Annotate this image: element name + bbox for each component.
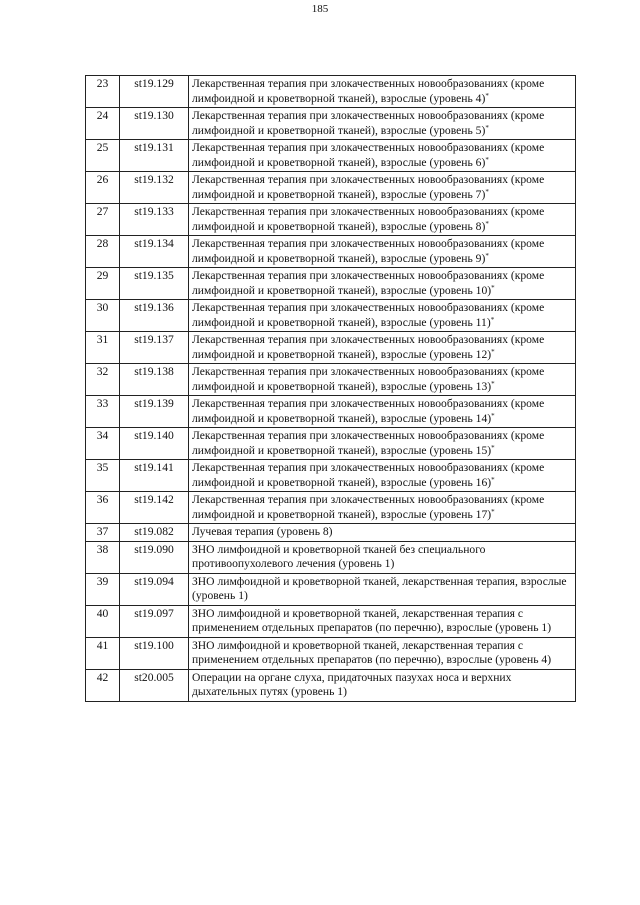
- ksg-description: Лекарственная терапия при злокачественных новообразованиях (кроме лимфоидной и кроветворной тканей), взрослые (уровень 15): [192, 429, 545, 457]
- footnote-asterisk: *: [491, 411, 495, 420]
- ksg-code: st19.130: [120, 108, 189, 140]
- ksg-description: ЗНО лимфоидной и кроветворной тканей, лекарственная терапия с применением отдельных препаратов (по перечню), взрослые (уровень 4): [192, 638, 552, 666]
- ksg-code: st19.137: [120, 332, 189, 364]
- ksg-description: ЗНО лимфоидной и кроветворной тканей без специального противоопухолевого лечения (уровень 1): [192, 542, 486, 570]
- row-number: 31: [86, 332, 120, 364]
- ksg-description-cell: [189, 108, 576, 140]
- row-number: 40: [86, 605, 120, 637]
- table-row: [86, 268, 576, 300]
- ksg-code: st19.094: [120, 573, 189, 605]
- row-number: 42: [86, 669, 120, 701]
- ksg-code: st19.142: [120, 492, 189, 524]
- table-row: [86, 669, 576, 701]
- table-row: [86, 460, 576, 492]
- ksg-description-cell: [189, 669, 576, 701]
- table-row: [86, 108, 576, 140]
- table-row: [86, 492, 576, 524]
- ksg-description-cell: [189, 637, 576, 669]
- ksg-description-cell: [189, 172, 576, 204]
- ksg-description-cell: [189, 541, 576, 573]
- row-number: 32: [86, 364, 120, 396]
- table-row: [86, 332, 576, 364]
- ksg-code: st19.082: [120, 524, 189, 542]
- ksg-description: Лекарственная терапия при злокачественных новообразованиях (кроме лимфоидной и кроветворной тканей), взрослые (уровень 17): [192, 493, 545, 521]
- row-number: 26: [86, 172, 120, 204]
- ksg-code: st19.134: [120, 236, 189, 268]
- ksg-description-cell: [189, 428, 576, 460]
- ksg-code: st19.136: [120, 300, 189, 332]
- table-row: [86, 140, 576, 172]
- table-body: [86, 76, 576, 702]
- table-row: [86, 573, 576, 605]
- row-number: 29: [86, 268, 120, 300]
- table-row: [86, 204, 576, 236]
- footnote-asterisk: *: [491, 283, 495, 292]
- ksg-description-cell: [189, 573, 576, 605]
- footnote-asterisk: *: [491, 507, 495, 516]
- table-row: [86, 300, 576, 332]
- row-number: 30: [86, 300, 120, 332]
- ksg-description: ЗНО лимфоидной и кроветворной тканей, лекарственная терапия с применением отдельных препаратов (по перечню), взрослые (уровень 1): [192, 606, 552, 634]
- ksg-description: Лекарственная терапия при злокачественных новообразованиях (кроме лимфоидной и кроветворной тканей), взрослые (уровень 4): [192, 77, 545, 105]
- row-number: 25: [86, 140, 120, 172]
- row-number: 28: [86, 236, 120, 268]
- row-number: 34: [86, 428, 120, 460]
- ksg-description: Лекарственная терапия при злокачественных новообразованиях (кроме лимфоидной и кроветворной тканей), взрослые (уровень 7): [192, 173, 545, 201]
- ksg-code: st19.135: [120, 268, 189, 300]
- footnote-asterisk: *: [491, 379, 495, 388]
- footnote-asterisk: *: [485, 123, 489, 132]
- table-row: [86, 76, 576, 108]
- ksg-description-cell: [189, 460, 576, 492]
- footnote-asterisk: *: [485, 219, 489, 228]
- ksg-code: st19.090: [120, 541, 189, 573]
- ksg-code: st19.139: [120, 396, 189, 428]
- ksg-description-cell: [189, 364, 576, 396]
- row-number: 37: [86, 524, 120, 542]
- row-number: 27: [86, 204, 120, 236]
- ksg-description: Лекарственная терапия при злокачественных новообразованиях (кроме лимфоидной и кроветворной тканей), взрослые (уровень 5): [192, 109, 545, 137]
- row-number: 38: [86, 541, 120, 573]
- ksg-description: Лучевая терапия (уровень 8): [192, 525, 333, 538]
- row-number: 23: [86, 76, 120, 108]
- ksg-description: Лекарственная терапия при злокачественных новообразованиях (кроме лимфоидной и кроветворной тканей), взрослые (уровень 8): [192, 205, 545, 233]
- ksg-description-cell: [189, 236, 576, 268]
- row-number: 41: [86, 637, 120, 669]
- row-number: 36: [86, 492, 120, 524]
- ksg-description: Лекарственная терапия при злокачественных новообразованиях (кроме лимфоидной и кроветворной тканей), взрослые (уровень 9): [192, 237, 545, 265]
- row-number: 33: [86, 396, 120, 428]
- ksg-description-cell: [189, 76, 576, 108]
- ksg-description: Лекарственная терапия при злокачественных новообразованиях (кроме лимфоидной и кроветворной тканей), взрослые (уровень 13): [192, 365, 545, 393]
- footnote-asterisk: *: [491, 347, 495, 356]
- ksg-description: Лекарственная терапия при злокачественных новообразованиях (кроме лимфоидной и кроветворной тканей), взрослые (уровень 12): [192, 333, 545, 361]
- table-row: [86, 524, 576, 542]
- ksg-description: Лекарственная терапия при злокачественных новообразованиях (кроме лимфоидной и кроветворной тканей), взрослые (уровень 10): [192, 269, 545, 297]
- ksg-code: st19.141: [120, 460, 189, 492]
- row-number: 24: [86, 108, 120, 140]
- ksg-description-cell: [189, 140, 576, 172]
- ksg-description: Лекарственная терапия при злокачественных новообразованиях (кроме лимфоидной и кроветворной тканей), взрослые (уровень 16): [192, 461, 545, 489]
- footnote-asterisk: *: [485, 187, 489, 196]
- footnote-asterisk: *: [485, 155, 489, 164]
- table-row: [86, 637, 576, 669]
- ksg-code: st19.131: [120, 140, 189, 172]
- ksg-description-cell: [189, 605, 576, 637]
- ksg-description: Операции на органе слуха, придаточных пазухах носа и верхних дыхательных путях (уровень 1): [192, 670, 512, 698]
- ksg-description: Лекарственная терапия при злокачественных новообразованиях (кроме лимфоидной и кроветворной тканей), взрослые (уровень 14): [192, 397, 545, 425]
- table-row: [86, 428, 576, 460]
- ksg-description-cell: [189, 204, 576, 236]
- footnote-asterisk: *: [491, 475, 495, 484]
- ksg-description: Лекарственная терапия при злокачественных новообразованиях (кроме лимфоидной и кроветворной тканей), взрослые (уровень 11): [192, 301, 545, 329]
- ksg-code: st19.129: [120, 76, 189, 108]
- table-row: [86, 541, 576, 573]
- footnote-asterisk: *: [490, 315, 495, 324]
- ksg-code: st19.132: [120, 172, 189, 204]
- footnote-asterisk: *: [485, 91, 489, 100]
- table-row: [86, 364, 576, 396]
- ksg-code: st20.005: [120, 669, 189, 701]
- table-row: [86, 236, 576, 268]
- ksg-description-cell: [189, 268, 576, 300]
- ksg-description-cell: [189, 332, 576, 364]
- table-row: [86, 605, 576, 637]
- footnote-asterisk: *: [491, 443, 495, 452]
- table-row: [86, 172, 576, 204]
- ksg-description: ЗНО лимфоидной и кроветворной тканей, лекарственная терапия, взрослые (уровень 1): [192, 574, 567, 602]
- ksg-description-cell: [189, 396, 576, 428]
- row-number: 39: [86, 573, 120, 605]
- ksg-description-cell: [189, 524, 576, 542]
- footnote-asterisk: *: [485, 251, 489, 260]
- table-row: [86, 396, 576, 428]
- ksg-code: st19.100: [120, 637, 189, 669]
- tariff-table: [85, 75, 576, 702]
- ksg-code: st19.133: [120, 204, 189, 236]
- ksg-description-cell: [189, 492, 576, 524]
- ksg-code: st19.140: [120, 428, 189, 460]
- page-number: 185: [311, 3, 329, 15]
- row-number: 35: [86, 460, 120, 492]
- ksg-description: Лекарственная терапия при злокачественных новообразованиях (кроме лимфоидной и кроветворной тканей), взрослые (уровень 6): [192, 141, 545, 169]
- ksg-code: st19.138: [120, 364, 189, 396]
- ksg-description-cell: [189, 300, 576, 332]
- ksg-code: st19.097: [120, 605, 189, 637]
